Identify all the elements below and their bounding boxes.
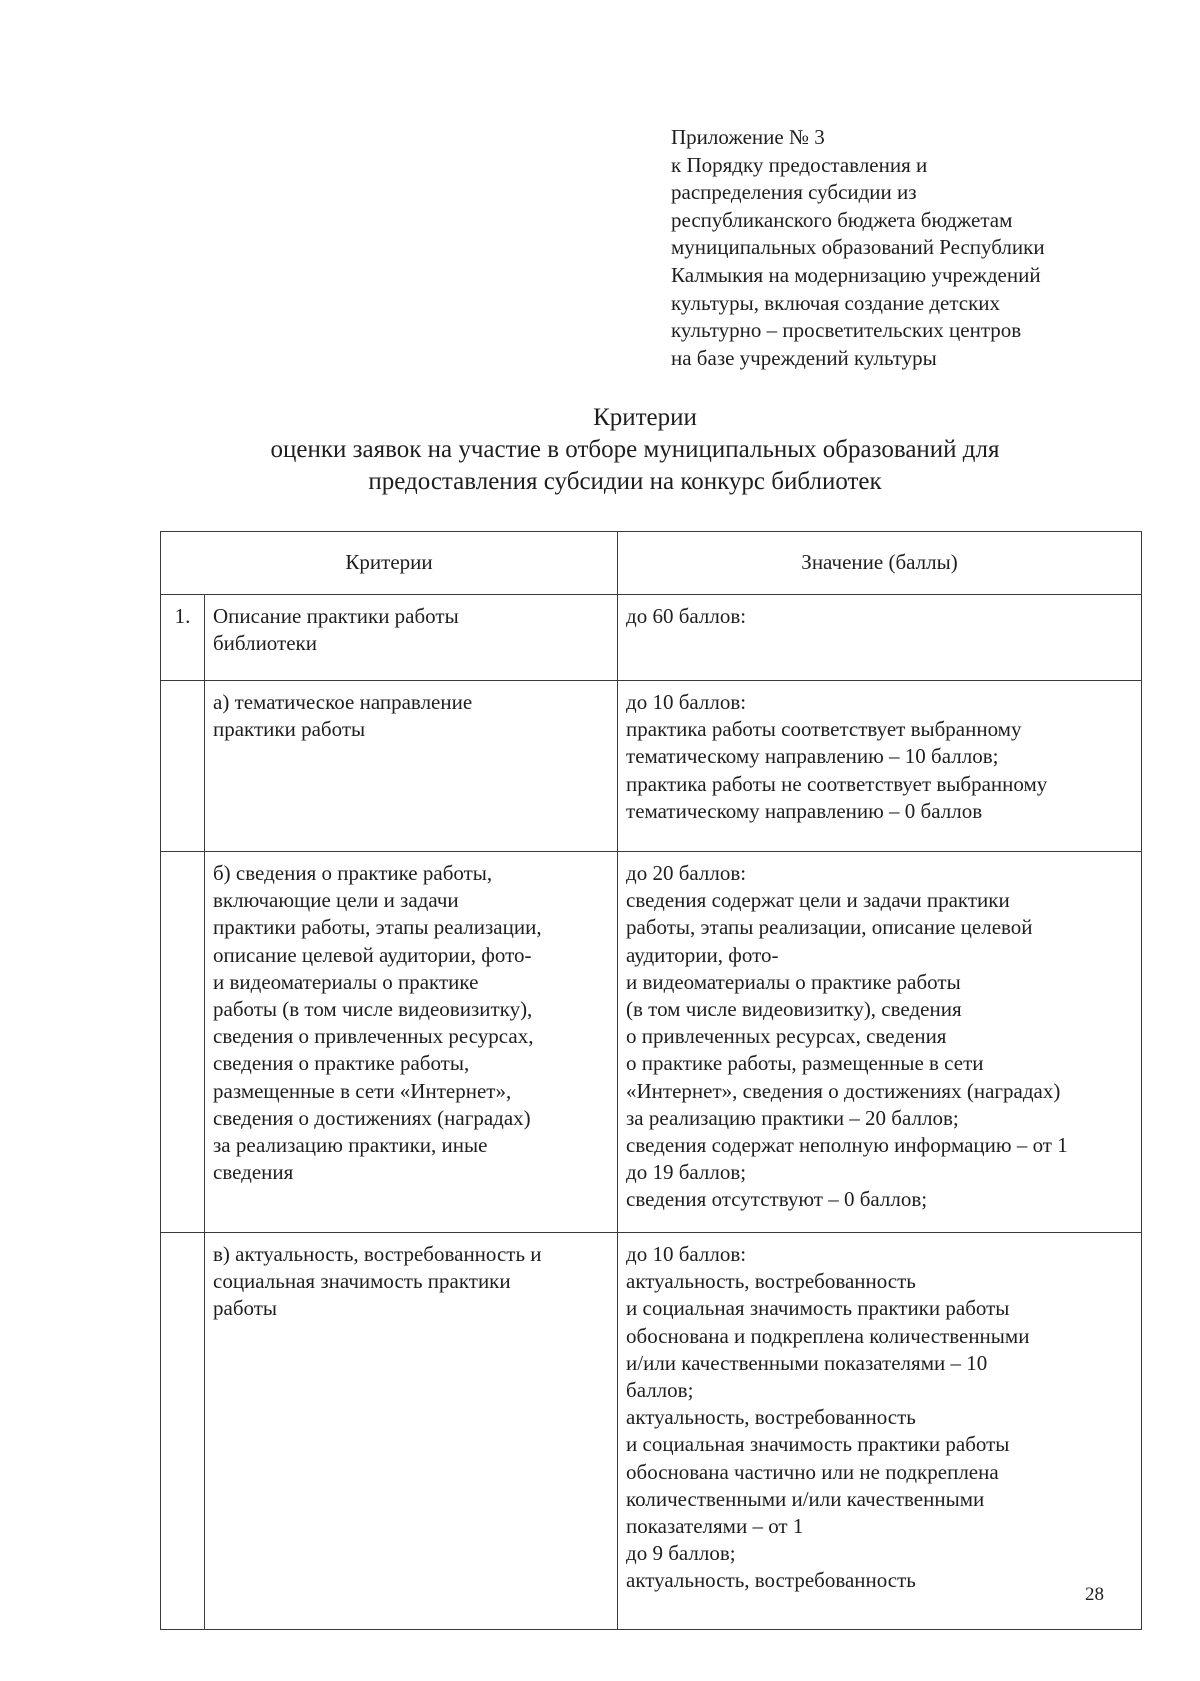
cell-line: работы (213, 1296, 278, 1321)
criteria-cell (205, 681, 618, 852)
row-number (161, 681, 205, 852)
cell-line: за реализацию практики – 20 баллов; (626, 1105, 959, 1130)
appendix-block (671, 124, 1141, 372)
value-cell (618, 852, 1142, 1233)
row-number (161, 1233, 205, 1630)
cell-line: тематическому направлению – 0 баллов (626, 798, 983, 823)
title-line-2: оценки заявок на участие в отборе муниципальных образований для (270, 436, 1000, 463)
cell-line: б) сведения о практике работы, (213, 861, 493, 885)
cell-line: обоснована частично или не подкреплена (626, 1459, 999, 1484)
cell-line: о привлеченных ресурсах, сведения (626, 1024, 947, 1049)
cell-line: актуальность, востребованность (626, 1269, 916, 1294)
cell-line: актуальность, востребованность (626, 1568, 916, 1593)
table-row (161, 852, 1142, 1233)
appendix-line: республиканского бюджета бюджетам (671, 207, 1013, 232)
appendix-line: культуры, включая создание детских (671, 290, 1001, 315)
value-cell (618, 595, 1142, 681)
title-line-1: Критерии (593, 404, 697, 431)
value-cell (618, 1233, 1142, 1630)
cell-line: до 10 баллов: (626, 1242, 747, 1266)
criteria-cell (205, 1233, 618, 1630)
cell-line: Описание практики работы (213, 604, 459, 628)
cell-line: сведения о достижениях (наградах) (213, 1105, 531, 1130)
cell-line: показателями – от 1 (626, 1514, 804, 1539)
page-number: 28 (1085, 1584, 1104, 1605)
cell-line: обоснована и подкреплена количественными (626, 1323, 1030, 1348)
cell-line: «Интернет», сведения о достижениях (наградах) (626, 1078, 1061, 1103)
cell-line: практики работы, этапы реализации, (213, 915, 542, 940)
cell-line: до 10 баллов: (626, 690, 747, 714)
cell-line: библиотеки (213, 631, 317, 656)
header-value: Значение (баллы) (618, 532, 1142, 595)
cell-line: и социальная значимость практики работы (626, 1432, 1010, 1457)
cell-line: и социальная значимость практики работы (626, 1296, 1010, 1321)
cell-line: социальная значимость практики (213, 1269, 511, 1294)
appendix-line: на базе учреждений культуры (671, 345, 937, 370)
table-row (161, 595, 1142, 681)
appendix-line: к Порядку предоставления и (671, 152, 928, 177)
cell-line: и/или качественными показателями – 10 (626, 1350, 988, 1375)
cell-line: размещенные в сети «Интернет», (213, 1078, 512, 1103)
appendix-line: распределения субсидии из (671, 180, 917, 205)
cell-line: сведения о привлеченных ресурсах, (213, 1024, 534, 1049)
cell-line: до 20 баллов: (626, 861, 747, 885)
cell-line: (в том числе видеовизитку), сведения (626, 997, 962, 1022)
table-row (161, 681, 1142, 852)
cell-line: количественными и/или качественными (626, 1486, 985, 1511)
criteria-table (160, 531, 1142, 1630)
appendix-line: Калмыкия на модернизацию учреждений (671, 262, 1041, 287)
header-criteria: Критерии (161, 532, 618, 595)
cell-line: работы (в том числе видеовизитку), (213, 997, 533, 1022)
cell-line: сведения отсутствуют – 0 баллов; (626, 1187, 928, 1212)
cell-line: о практике работы, размещенные в сети (626, 1051, 984, 1076)
table-row (161, 1233, 1142, 1630)
cell-line: до 19 баллов; (626, 1160, 747, 1185)
cell-line: практика работы не соответствует выбранному (626, 771, 1048, 796)
cell-line: тематическому направлению – 10 баллов; (626, 744, 999, 769)
cell-line: сведения (213, 1160, 294, 1185)
cell-line: и видеоматериалы о практике (213, 969, 479, 994)
cell-line: актуальность, востребованность (626, 1405, 916, 1430)
cell-line: аудитории, фото- (626, 942, 779, 967)
cell-line: за реализацию практики, иные (213, 1133, 488, 1158)
appendix-line: культурно – просветительских центров (671, 318, 1022, 343)
title-line-3: предоставления субсидии на конкурс библиотек (368, 468, 882, 495)
document-title (140, 402, 1190, 498)
cell-line: и видеоматериалы о практике работы (626, 969, 961, 994)
cell-line: сведения о практике работы, (213, 1051, 470, 1076)
appendix-line: муниципальных образований Республики (671, 235, 1045, 260)
cell-line: до 9 баллов; (626, 1541, 736, 1566)
cell-line: сведения содержат цели и задачи практики (626, 888, 1010, 913)
value-cell (618, 681, 1142, 852)
criteria-cell (205, 595, 618, 681)
cell-line: практика работы соответствует выбранному (626, 717, 1022, 742)
cell-line: работы, этапы реализации, описание целевой (626, 915, 1033, 940)
cell-line: баллов; (626, 1378, 694, 1403)
cell-line: а) тематическое направление (213, 690, 473, 714)
criteria-cell (205, 852, 618, 1233)
cell-line: включающие цели и задачи (213, 888, 459, 913)
cell-line: описание целевой аудитории, фото- (213, 942, 532, 967)
row-number: 1. (161, 595, 205, 681)
cell-line: в) актуальность, востребованность и (213, 1242, 542, 1266)
row-number (161, 852, 205, 1233)
cell-line: сведения содержат неполную информацию – от 1 (626, 1133, 1068, 1158)
cell-line: до 60 баллов: (626, 604, 747, 628)
appendix-line: Приложение № 3 (671, 125, 825, 149)
table-header-row (161, 532, 1142, 595)
cell-line: практики работы (213, 717, 366, 742)
